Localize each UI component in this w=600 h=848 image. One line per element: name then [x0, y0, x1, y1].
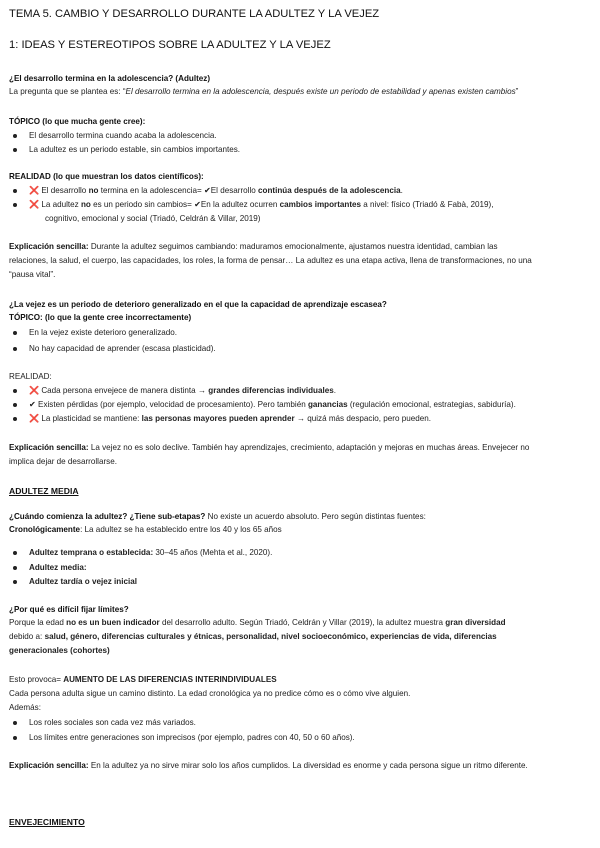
cross-icon: ❌: [29, 186, 40, 195]
realidad-item: ❌ La adultez no es un periodo sin cambios= ✔En la adultez ocurren cambios importantes a nivel: físico (Triadó & Fabà, 2019),: [29, 199, 493, 210]
bullet-dot: [13, 417, 17, 421]
explanation-line: “pausa vital”.: [9, 270, 56, 279]
cross-icon: ❌: [29, 386, 40, 395]
question-start-adulthood: ¿Cuándo comienza la adultez? ¿Tiene sub-etapas? No existe un acuerdo absoluto. Pero según distintas fuentes:: [9, 512, 426, 521]
provoca-line: Cada persona adulta sigue un camino distinto. La edad cronológica ya no predice cómo es o cómo vive alguien.: [9, 689, 411, 698]
chronological-line: Cronológicamente: La adultez se ha establecido entre los 40 y los 65 años: [9, 525, 282, 534]
bullet-dot: [13, 347, 17, 351]
explanation-line: Explicación sencilla: La vejez no es solo declive. También hay aprendizajes, crecimiento, adaptación y mejoras en muchas áreas. Envejecer no: [9, 443, 530, 452]
check-icon: ✔: [194, 200, 201, 209]
limits-paragraph: debido a: salud, género, diferencias culturales y étnicas, personalidad, nivel socioeconómico, experiencias de vida, diferencias: [9, 632, 497, 641]
realidad-item: ❌ El desarrollo no termina en la adolescencia= ✔El desarrollo continúa después de la adolescencia.: [29, 185, 403, 196]
bullet-dot: [13, 148, 17, 152]
diversity-item: Los límites entre generaciones son imprecisos (por ejemplo, padres con 40, 50 o 60 años).: [29, 732, 355, 743]
bullet-dot: [13, 389, 17, 393]
explanation-label: Explicación sencilla:: [9, 443, 89, 452]
realidad-label: REALIDAD (lo que muestran los datos científicos):: [9, 172, 204, 181]
explanation-line: relaciones, la salud, el cuerpo, las capacidades, los roles, la forma de pensar… La adultez es una etapa activa, llena de transformaciones, no una: [9, 256, 532, 265]
topico-item: En la vejez existe deterioro generalizado.: [29, 327, 177, 338]
intro-prefix: La pregunta que se plantea es: “: [9, 87, 126, 96]
section-heading-ideas: 1: IDEAS Y ESTEREOTIPOS SOBRE LA ADULTEZ Y LA VEJEZ: [9, 39, 331, 51]
limits-paragraph: generacionales (cohortes): [9, 646, 110, 655]
diversity-item: Los roles sociales son cada vez más variados.: [29, 717, 196, 728]
realidad-item-continued: cognitivo, emocional y social (Triadó, Celdrán & Villar, 2019): [45, 214, 261, 223]
stage-item: Adultez media:: [29, 562, 87, 573]
question-adolescence: ¿El desarrollo termina en la adolescencia? (Adultez): [9, 74, 211, 83]
intro-quote: El desarrollo termina en la adolescencia, después existe un periodo de estabilidad y apenas existen cambios: [125, 87, 516, 96]
stage-item: Adultez tardía o vejez inicial: [29, 576, 137, 587]
document-title: TEMA 5. CAMBIO Y DESARROLLO DURANTE LA ADULTEZ Y LA VEJEZ: [9, 8, 380, 20]
bullet-dot: [13, 551, 17, 555]
bullet-dot: [13, 721, 17, 725]
realidad-item: ❌ Cada persona envejece de manera distinta → grandes diferencias individuales.: [29, 385, 336, 396]
cross-icon: ❌: [29, 200, 40, 209]
bullet-dot: [13, 736, 17, 740]
provoca-line: Esto provoca= AUMENTO DE LAS DIFERENCIAS INTERINDIVIDUALES: [9, 675, 277, 684]
bullet-dot: [13, 203, 17, 207]
bullet-dot: [13, 580, 17, 584]
topico-label: TÓPICO: (lo que la gente cree incorrectamente): [9, 313, 192, 322]
realidad-item: ❌ La plasticidad se mantiene: las personas mayores pueden aprender → quizá más despacio, pero pueden.: [29, 413, 431, 424]
topico-item: [29, 130, 217, 141]
topico-label: TÓPICO (lo que mucha gente cree):: [9, 117, 146, 126]
bullet-dot: [13, 566, 17, 570]
provoca-line: Además:: [9, 703, 41, 712]
topico-item: No hay capacidad de aprender (escasa plasticidad).: [29, 343, 216, 354]
bullet-dot: [13, 134, 17, 138]
topico-text: La adultez es un periodo estable, sin cambios importantes.: [29, 145, 241, 154]
section-heading-envejecimiento: ENVEJECIMIENTO: [9, 817, 85, 827]
bullet-dot: [13, 403, 17, 407]
explanation-label: Explicación sencilla:: [9, 761, 89, 770]
explanation-label: Explicación sencilla:: [9, 242, 89, 251]
cross-icon: ❌: [29, 414, 40, 423]
topico-text: El desarrollo termina cuando acaba la adolescencia.: [29, 131, 217, 140]
question-limits: ¿Por qué es difícil fijar límites?: [9, 605, 129, 614]
section-heading-adultez-media: ADULTEZ MEDIA: [9, 486, 79, 496]
bullet-dot: [13, 331, 17, 335]
explanation-line: Explicación sencilla: Durante la adultez seguimos cambiando: maduramos emocionalmente, ajustamos nuestra identidad, cambian las: [9, 242, 498, 251]
stage-item: Adultez temprana o establecida: 30–45 años (Mehta et al., 2020).: [29, 547, 272, 558]
realidad-item: ✔ Existen pérdidas (por ejemplo, velocidad de procesamiento). Pero también ganancias (regulación emocional, estrategias, sabiduría).: [29, 399, 516, 410]
intro-paragraph: [9, 86, 518, 97]
topico-item: [29, 144, 240, 155]
bullet-dot: [13, 189, 17, 193]
check-icon: ✔: [29, 400, 36, 409]
realidad-label: REALIDAD:: [9, 372, 52, 381]
intro-suffix: ”: [515, 87, 519, 96]
question-old-age: ¿La vejez es un periodo de deterioro generalizado en el que la capacidad de aprendizaje escasea?: [9, 300, 387, 309]
explanation-line: implica dejar de desarrollarse.: [9, 457, 117, 466]
check-icon: ✔: [203, 186, 211, 195]
limits-paragraph: Porque la edad no es un buen indicador del desarrollo adulto. Según Triadó, Celdrán y Villar (2019), la adultez muestra gran diversidad: [9, 618, 506, 627]
explanation-line: Explicación sencilla: En la adultez ya no sirve mirar solo los años cumplidos. La diversidad es enorme y cada persona sigue un ritmo diferente.: [9, 761, 528, 770]
